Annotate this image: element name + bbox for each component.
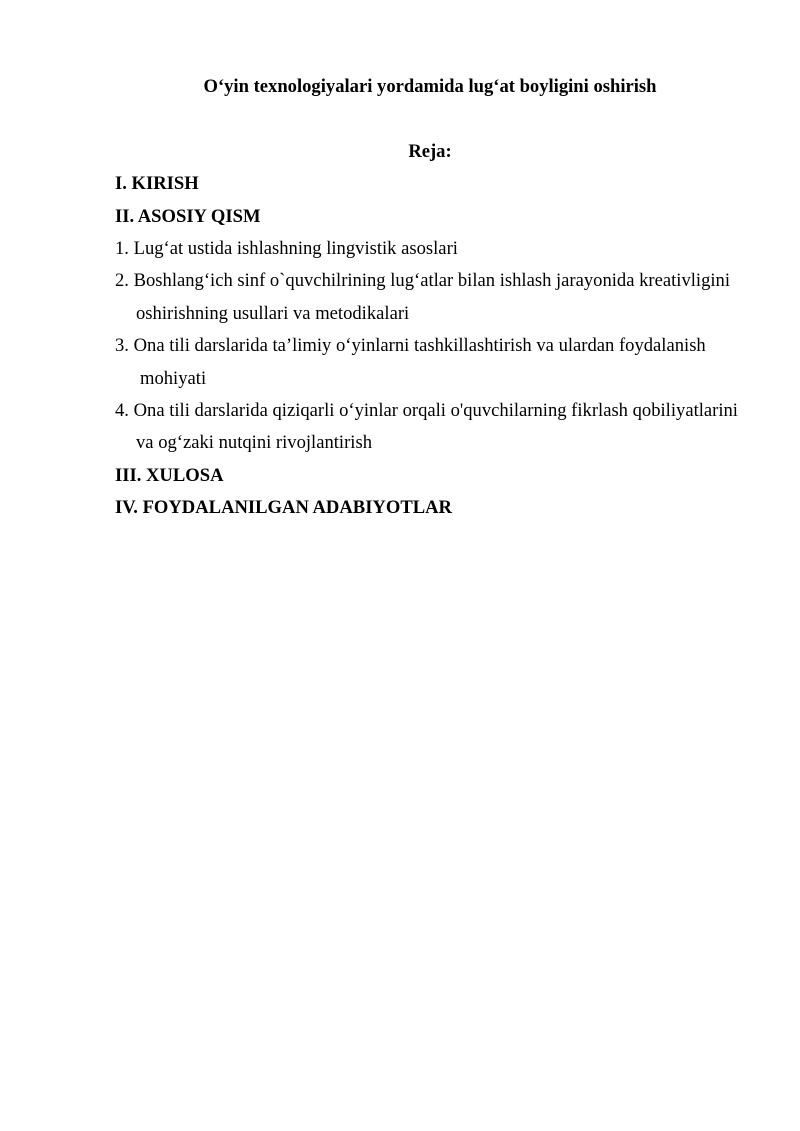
outline-item-2-continuation: oshirishning usullari va metodikalari bbox=[136, 302, 410, 324]
outline-item-1: 1. Lug‘at ustida ishlashning lingvistik asoslari bbox=[115, 238, 458, 260]
outline-heading-xulosa: III. XULOSA bbox=[115, 464, 224, 486]
outline-item-4: 4. Ona tili darslarida qiziqarli o‘yinlar orqali o'quvchilarning fikrlash qobiliyatlarini bbox=[115, 400, 738, 422]
outline-heading-foydalanilgan-adabiyotlar: IV. FOYDALANILGAN ADABIYOTLAR bbox=[115, 497, 452, 519]
outline-heading-kirish: I. KIRISH bbox=[115, 173, 199, 195]
outline-item-4-continuation: va og‘zaki nutqini rivojlantirish bbox=[136, 432, 372, 454]
blank-line bbox=[115, 103, 745, 135]
outline-heading-asosiy-qism: II. ASOSIY QISM bbox=[115, 205, 261, 227]
outline-item-3: 3. Ona tili darslarida ta’limiy o‘yinlarni tashkillashtirish va ulardan foydalanish bbox=[115, 335, 706, 357]
outline-item-2: 2. Boshlang‘ich sinf o`quvchilrining lug‘atlar bilan ishlash jarayonida kreativligini bbox=[115, 270, 731, 292]
plan-heading: Reja: bbox=[408, 140, 452, 162]
outline-item-3-continuation: mohiyati bbox=[140, 367, 207, 389]
document-title: O‘yin texnologiyalari yordamida lug‘at boyligini oshirish bbox=[203, 76, 657, 97]
